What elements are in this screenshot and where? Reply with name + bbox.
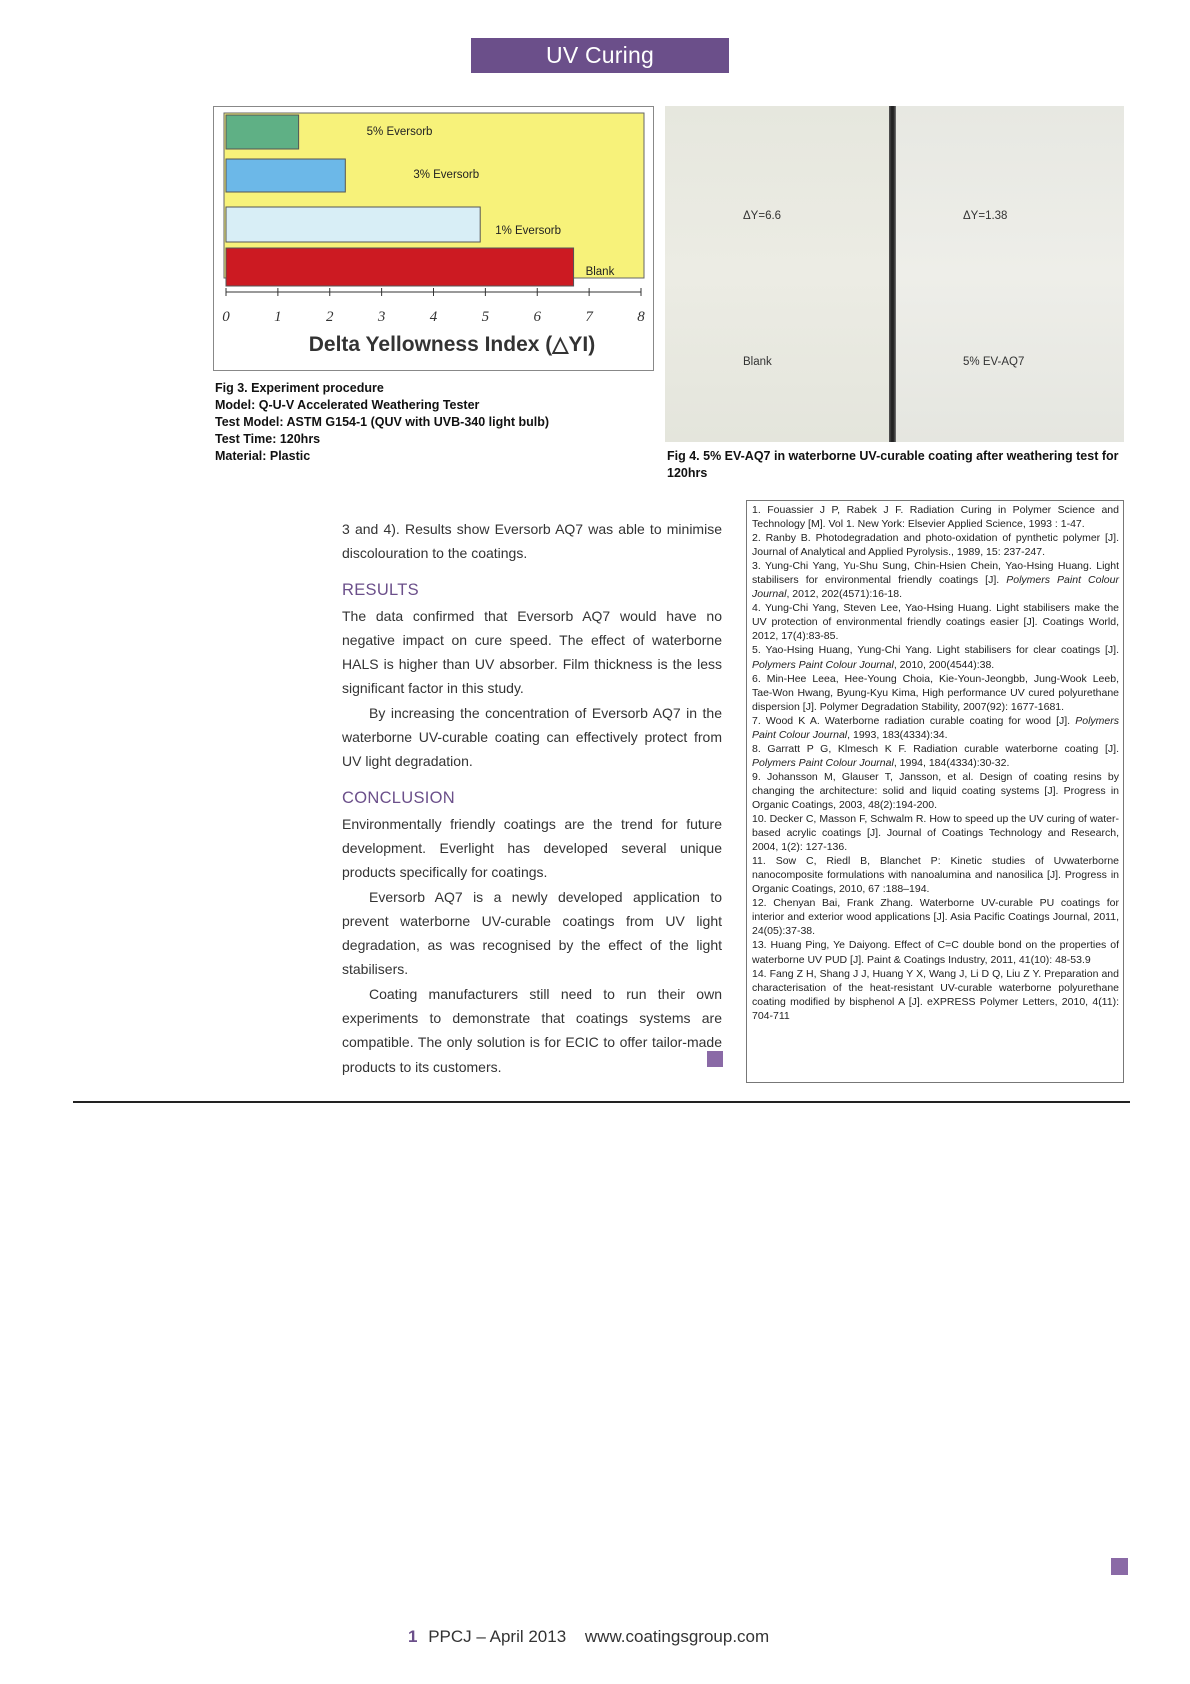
x-tick-label: 5 [481,309,490,325]
reference-item [752,503,1119,531]
x-tick-label: 4 [429,309,438,325]
reference-text: 4. Yung-Chi Yang, Steven Lee, Yao-Hsing Huang. Light stabilisers make the UV protection of environmental friendly coatings easier [J]. Coatings World, 2012, 17(4):83-85. [752,602,1119,643]
bar [226,248,574,286]
reference-journal: Polymers Paint Colour Journal [752,574,1119,601]
x-tick-label: 7 [585,309,593,325]
reference-text: 9. Johansson M, Glauser T, Jansson, et al. Design of coating resins by changing the architecture: solid and liquid coating systems [J]. Progress in Organic Coatings, 2003, 48(2):194-200. [752,770,1119,811]
reference-text: , 1994, 184(4334):30-32. [893,756,1010,769]
reference-journal: Polymers Paint Colour Journal [752,658,894,671]
reference-text: 1. Fouassier J P, Rabek J F. Radiation Curing in Polymer Science and Technology [M]. Vol 1. New York: Elsevier Applied Science, 1993 : 1-47. [752,504,1119,531]
page-number: 1 [408,1627,418,1646]
reference-text: , 2012, 202(4571):16-18. [786,588,903,601]
publication-info: PPCJ – April 2013 [428,1627,567,1646]
reference-text: 2. Ranby B. Photodegradation and photo-oxidation of pynthetic polymer [J]. Journal of Analytical and Applied Pyrolysis., 1989, 15: 237-247. [752,532,1119,559]
results-paragraph: The data confirmed that Eversorb AQ7 would have no negative impact on cure speed. The effect of waterborne HALS is higher than UV absorber. Film thickness is the less significant factor in this study. [342,607,722,697]
x-tick-label: 8 [637,309,645,325]
conclusion-heading: CONCLUSION [342,788,456,807]
reference-item [752,938,1119,966]
reference-item [752,967,1119,1023]
reference-item [752,770,1119,812]
delta-y-blank: ΔY=6.6 [743,210,782,222]
results-paragraph: By increasing the concentration of Eversorb AQ7 in the waterborne UV-curable coating can effectively protect from UV light degradation. [342,704,722,770]
x-tick-label: 0 [222,309,230,325]
conclusion-paragraph: Environmentally friendly coatings are the trend for future development. Everlight has developed several unique products specifically for coatings. [342,815,722,881]
x-tick-label: 2 [326,309,334,325]
website-link[interactable]: www.coatingsgroup.com [584,1627,770,1646]
section-banner: UV Curing [471,38,729,73]
bar [226,159,345,192]
x-tick-label: 3 [377,309,386,325]
reference-text: 12. Chenyan Bai, Frank Zhang. Waterborne UV-curable PU coatings for interior and exterior wood applications [J]. Asia Pacific Coatings Journal, 2011, 24(05):37-38. [752,897,1119,938]
reference-text: 11. Sow C, Riedl B, Blanchet P: Kinetic studies of Uvwaterborne nanocomposite formulations with nanoalumina and nanosilica [J]. Progress in Organic Coatings, 2010, 67 :188–194. [752,855,1119,896]
reference-item [752,559,1119,601]
fig4-caption: Fig 4. 5% EV-AQ7 in waterborne UV-curable coating after weathering test for 120hrs [667,449,1119,480]
reference-item [752,742,1119,770]
reference-item [752,601,1119,643]
weathering-photo [665,106,1124,442]
reference-text: 6. Min-Hee Leea, Hee-Young Choia, Kie-Youn-Jeongbb, Jung-Wook Leeb, Tae-Won Hwang, Byung-Kyu Kima, High performance UV cured polyurethane dispersion [J]. Polymer Degradation Stability, 2007(92): 1677-1681. [752,672,1119,713]
conclusion-paragraph: Coating manufacturers still need to run their own experiments to demonstrate that coatings systems are compatible. The only solution is for ECIC to offer tailor-made products to its customers. [342,985,722,1075]
reference-item [752,531,1119,559]
fig3-line: Test Model: ASTM G154-1 (QUV with UVB-340 light bulb) [215,415,550,429]
bar [226,207,480,242]
intro-paragraph: 3 and 4). Results show Eversorb AQ7 was able to minimise discolouration to the coatings. [342,521,722,562]
reference-text: 7. Wood K A. Waterborne radiation curable coating for wood [J]. [752,714,1076,727]
x-tick-label: 6 [533,309,541,325]
fig3-caption [215,380,655,465]
reference-text: 8. Garratt P G, Klmesch K F. Radiation curable waterborne coating [J]. [752,742,1119,755]
results-heading: RESULTS [342,580,419,599]
bar-label: Blank [585,266,615,278]
page-footer [408,1627,769,1647]
x-axis-title: Delta Yellowness Index (△YI) [308,333,596,356]
bar-label: 1% Eversorb [495,225,562,237]
x-tick-label: 1 [274,309,282,325]
blank-panel [665,106,889,442]
reference-text: , 1993, 183(4334):34. [847,728,948,741]
corner-mark [1111,1558,1128,1575]
treated-panel [896,106,1124,442]
panel-divider [889,106,896,442]
delta-y-treated: ΔY=1.38 [963,210,1008,222]
reference-text: 5. Yao-Hsing Huang, Yung-Chi Yang. Light stabilisers for clear coatings [J]. [752,644,1119,657]
reference-item [752,672,1119,714]
reference-item [752,896,1119,938]
body-text [342,517,722,1079]
fig3-line: Fig 3. Experiment procedure [215,381,384,395]
fig3-line: Test Time: 120hrs [215,432,321,446]
reference-item [752,812,1119,854]
yellowness-chart [213,106,654,371]
reference-text: , 2010, 200(4544):38. [893,658,995,671]
reference-text: 10. Decker C, Masson F, Schwalm R. How to speed up the UV curing of water-based acrylic coatings [J]. Journal of Coatings Technology and Research, 2004, 1(2): 127-136. [752,813,1119,854]
reference-item [752,643,1119,671]
references-box [746,500,1124,1083]
reference-text: 14. Fang Z H, Shang J J, Huang Y X, Wang J, Li D Q, Liu Z Y. Preparation and characterisation of the heat-resistant UV-curable waterborne polyurethane coating modified by bisphenol A [J]. eXPRESS Polymer Letters, 2010, 4(11): 704-711 [752,967,1119,1022]
bar [226,115,299,149]
end-mark [707,1051,723,1067]
horizontal-rule [73,1101,1130,1103]
reference-text: 13. Huang Ping, Ye Daiyong. Effect of C=C double bond on the properties of waterborne UV PUD [J]. Paint & Coatings Industry, 2011, 41(10): 48-53.9 [752,939,1119,966]
bar-label: 3% Eversorb [413,169,480,181]
ev-aq7-label: 5% EV-AQ7 [963,356,1025,368]
reference-journal: Polymers Paint Colour Journal [752,714,1119,741]
reference-journal: Polymers Paint Colour Journal [752,756,894,769]
bar-label: 5% Eversorb [366,126,433,138]
conclusion-paragraph: Eversorb AQ7 is a newly developed application to prevent waterborne UV-curable coatings from UV light degradation, as was recognised by the effect of the light stabilisers. [342,888,722,978]
reference-item [752,854,1119,896]
fig3-line: Model: Q-U-V Accelerated Weathering Tester [215,398,480,412]
fig3-line: Material: Plastic [215,449,311,463]
reference-item [752,714,1119,742]
reference-text: 3. Yung-Chi Yang, Yu-Shu Sung, Chin-Hsien Chein, Yao-Hsing Huang. Light stabilisers for environmental friendly coatings [J]. [752,560,1119,587]
chart-svg [214,107,653,370]
blank-label: Blank [743,356,772,368]
